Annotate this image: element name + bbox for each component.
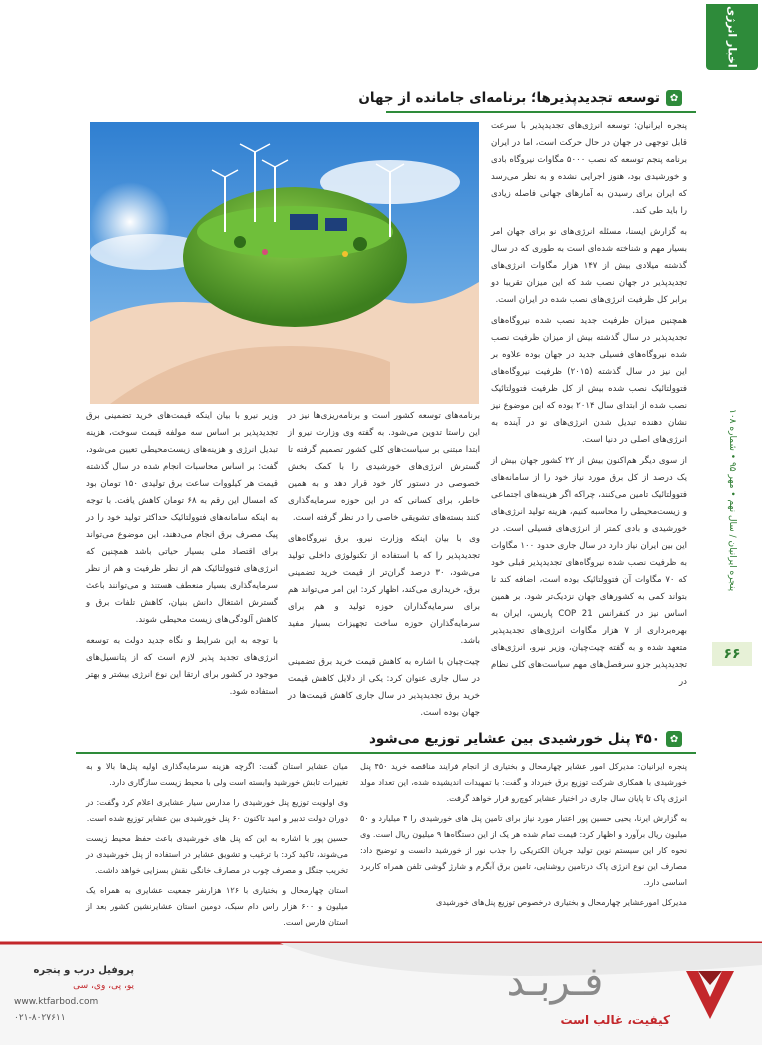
brand-name: فـربـد — [506, 959, 604, 1005]
page-number: ۶۶ — [712, 642, 752, 666]
article1-column-middle — [288, 408, 480, 726]
article2-paragraph: به گزارش ایرنا، یحیی حسین پور اعتبار مورد نیاز برای تامین پنل های خورشیدی را ۴ میلیارد و ۵۰ میلیون ریال برآورد و اظهار کرد: قیمت تمام شده هر یک از این دستگاه‌ها ۹ میلیون ریال است. وی نحوه کار این سیستم نوین تولید جریان الکتریکی را جذب نور از خورشید دانست و توضیح داد: مصارف این نوع انرژی پاک درتامین روشنایی، تامین برق آبگرم و شارژ گوشی تلفن همراه کاربرد اساسی دارد. — [360, 813, 688, 887]
farbod-advertisement — [0, 935, 762, 1045]
article2-paragraph: وی اولویت توزیع پنل خورشیدی را مدارس سیار عشایری اعلام کرد وگفت: در دوران دولت تدبیر و امید تاکنون ۶۰ پنل خورشیدی بین عشایر توزیع شده است. — [86, 797, 348, 823]
article2-heading — [369, 731, 682, 747]
globe-in-hand-image — [90, 122, 479, 404]
article2-paragraph: حسین پور با اشاره به این که پنل های خورشیدی باعث حفظ محیط زیست می‌شوند، تاکید کرد: با ترغیب و تشویق عشایر در استفاده از پنل خورشیدی در تخریب جنگل و مصرف چوب در مصارف خانگی نقش بسزایی خواهد داشت. — [86, 833, 348, 875]
leaf-logo-icon: ✿ — [666, 90, 682, 106]
article2-paragraph: پنجره ایرانیان: مدیرکل امور عشایر چهارمحال و بختیاری از انجام فرایند مناقصه خرید ۴۵۰ پنل خورشیدی با همکاری شرکت توزیع برق خبرداد و گفت: با تمهیدات اندیشیده شده، این تعداد مولد انرژی پاک تا پایان سال جاری در اختیار عشایر کوچ‌رو قرار خواهد گرفت. — [360, 761, 687, 803]
article2-paragraph: میان عشایر استان گفت: اگرچه هزینه سرمایه‌گذاری اولیه پنل‌ها بالا و به تغییرات تابش خورشید وابسته است ولی با محیط زیست سازگاری دارد. — [86, 761, 348, 787]
globe-in-hand-photo — [90, 122, 479, 404]
section-tab — [706, 4, 758, 70]
brand-slogan: کیفیت، غالب است — [560, 1013, 670, 1027]
article1-paragraph: به گزارش ایسنا، مسئله انرژی‌های نو برای جهان امر بسیار مهم و شناخته شده‌ای است به طوری که در سال گذشته میلادی بیش از ۱۴۷ هزار مگاوات انرژی‌های تجدیدپذیر در جهان نصب شد که این میزان تقریبا دو برابر کل ظرفیت انرژی‌های نصب شده در ایران است. — [491, 227, 687, 305]
article2-paragraph: مدیرکل امورعشایر چهارمحال و بختیاری درخصوص توزیع پنل‌های خورشیدی — [436, 897, 687, 907]
article1-title: توسعه تجدیدپذیرها؛ برنامه‌ای جامانده از جهان — [358, 90, 660, 106]
article1-paragraph: پنجره ایرانیان: توسعه انرژی‌های تجدیدپذیر با سرعت قابل توجهی در جهان در حال حرکت است، اما در ایران برنامه پنجم توسعه که نصب ۵۰۰۰ مگاوات نیروگاه بادی و خورشیدی بود، هنوز اجرایی نشده و به نظر می‌رسد که ایران برای رسیدن به آمارهای جهانی فاصله زیادی را باید طی کند. — [491, 121, 687, 216]
article1-column-right — [491, 118, 687, 695]
farbod-logo-icon — [680, 963, 740, 1023]
website-link[interactable]: www.ktfarbod.com — [14, 997, 99, 1007]
article2-column-left — [86, 758, 348, 934]
article1-paragraph: از سوی دیگر هم‌اکنون بیش از ۲۲ کشور جهان بیش از یک درصد از کل برق مورد نیاز خود را از سامانه‌های فتوولتائیک تامین می‌کنند، چراکه اگر هزینه‌های اجتماعی و زیست‌محیطی را محاسبه کنیم، هزینه تولید انرژی‌های خورشیدی و بادی کمتر از انرژی‌های فسیلی است. در این بین ایران نیاز دارد در سال جاری حدود ۱۰۰ مگاوات به ظرفیت نصب شده نیروگاه‌های تجدیدپذیر قبلی خود که ۷۰ مگاوات آن فتوولتائیک بوده است، اضافه کند تا بتواند کمی به کشورهای جهان نزدیک‌تر شود. بر همین اساس نیز در کنفرانس COP 21 پاریس، ایران به بهره‌برداری از ۷ هزار مگاوات انرژی‌های تجدیدپذیر متعهد شده و به گفته چیت‌چیان، وزیر نیرو، انرژی‌های تجدیدپذیر جزو سرفصل‌های مهم سیاست‌های کلی نظام در — [491, 456, 688, 687]
leaf-logo-icon: ✿ — [666, 731, 682, 747]
article2-heading-rule — [76, 752, 696, 754]
phone-number: ۰۲۱-۸۰۲۷۶۱۱ — [14, 1013, 66, 1023]
article1-paragraph: با توجه به این شرایط و نگاه جدید دولت به توسعه انرژی‌های تجدید پذیر لازم است که از پتانسیل‌های موجود در کشور برای ارتقا این نوع انرژی بیشتر و بهتر استفاده شود. — [86, 636, 278, 697]
article1-heading — [358, 90, 682, 106]
article2-paragraph: استان چهارمحال و بختیاری با ۱۲۶ هزارنفر جمعیت عشایری به همراه یک میلیون و ۶۰۰ هزار راس دام سبک، دومین استان عشایرنشین کشور بعد از استان فارس است. — [86, 885, 348, 927]
article1-paragraph: وزیر نیرو با بیان اینکه قیمت‌های خرید تضمینی برق تجدیدپذیر بر اساس سه مولفه قیمت سوخت، هزینه تبدیل انرژی و هزینه‌های زیست‌محیطی تعیین می‌شود، گفت: بر اساس محاسبات انجام شده در سال گذشته قیمت هر کیلووات ساعت برق تولیدی ۱۵۰ تومان بود که امسال این رقم به ۶۸ تومان کاهش یافت. با توجه به اینکه سامانه‌های فتوولتائیک حداکثر تولید خود را در پیک مصرف برق انجام می‌دهند، این موضوع می‌تواند برای اقتصاد ملی بسیار حیاتی باشد همچنین که انرژی‌های فتوولتائیک هم از نظر ظرفیت و هم از نظر سرمایه‌گذاری بسیار منعطف هستند و می‌توانند باعث گسترش اشتغال دانش بنیان، کاهش تلفات برق و کاهش آلودگی‌های زیست محیطی شوند. — [86, 411, 278, 625]
section-tab-label: اخبار انرژی — [725, 6, 739, 68]
article2-column-right — [360, 758, 687, 914]
article1-paragraph: وی با بیان اینکه وزارت نیرو، برق نیروگاه‌های تجدیدپذیر را که با استفاده از تکنولوژی داخلی تولید می‌شود، ۳۰ درصد گران‌تر از قیمت خرید تضمینی برق، خریداری می‌کند، اظهار کرد: این امر می‌تواند هم برای سرمایه‌گذاران حوزه تولید و هم برای سرمایه‌گذاران حوزه ساخت تجهیزات بسیار مفید باشد. — [288, 534, 480, 646]
issue-info-strip — [706, 400, 758, 600]
magazine-sidebar — [702, 0, 762, 1045]
article2-title: ۴۵۰ پنل خورشیدی بین عشایر توزیع می‌شود — [369, 731, 660, 747]
issue-info: پنجره ایرانیان / سال نهم • مهر ۹۵ • شماره ۱۰۸ — [727, 408, 737, 592]
article1-heading-rule — [386, 111, 696, 113]
article1-column-left — [86, 408, 278, 705]
article1-paragraph: چیت‌چیان با اشاره به کاهش قیمت خرید برق تضمینی در سال جاری عنوان کرد: یکی از دلایل کاهش قیمت خرید برق تجدیدپذیر در سال جاری کاهش قیمت‌ها در جهان بوده است. — [288, 657, 480, 718]
product-types: یو، پی، وی، سی — [73, 981, 134, 991]
article1-paragraph: برنامه‌های توسعه کشور است و برنامه‌ریزی‌ها نیز در این راستا تدوین می‌شود. به گفته وی وزارت نیرو از ابتدا مبتنی بر سیاست‌های کلی کشور تصمیم گرفته تا گسترش انرژی‌های خورشیدی را با کمک بخش خصوصی در دستور کار خود قرار دهد و به همین خاطر، برای کسانی که در این حوزه سرمایه‌گذاری کنند بسته‌های تشویقی خاصی را در نظر گرفته است. — [288, 411, 480, 523]
product-line: پروفیل درب و پنجره — [33, 965, 134, 976]
article1-paragraph: همچنین میزان ظرفیت جدید نصب شده نیروگاه‌های تجدیدپذیر در سال گذشته بیش از میزان ظرفیت نصب شده نیروگاه‌های فسیلی جدید در جهان بوده علاوه بر این نیز در سال گذشته (۲۰۱۵) ظرفیت نیروگاه‌های فتوولتائیک نصب شده بیش از کل ظرفیت فتوولتائیک نصب شده از ابتدای سال ۲۰۱۴ بوده که این موضوع نیز نشان دهنده تبدیل شدن انرژی‌های نو در آینده به انرژی‌های اصلی در دنیا است. — [491, 316, 687, 445]
